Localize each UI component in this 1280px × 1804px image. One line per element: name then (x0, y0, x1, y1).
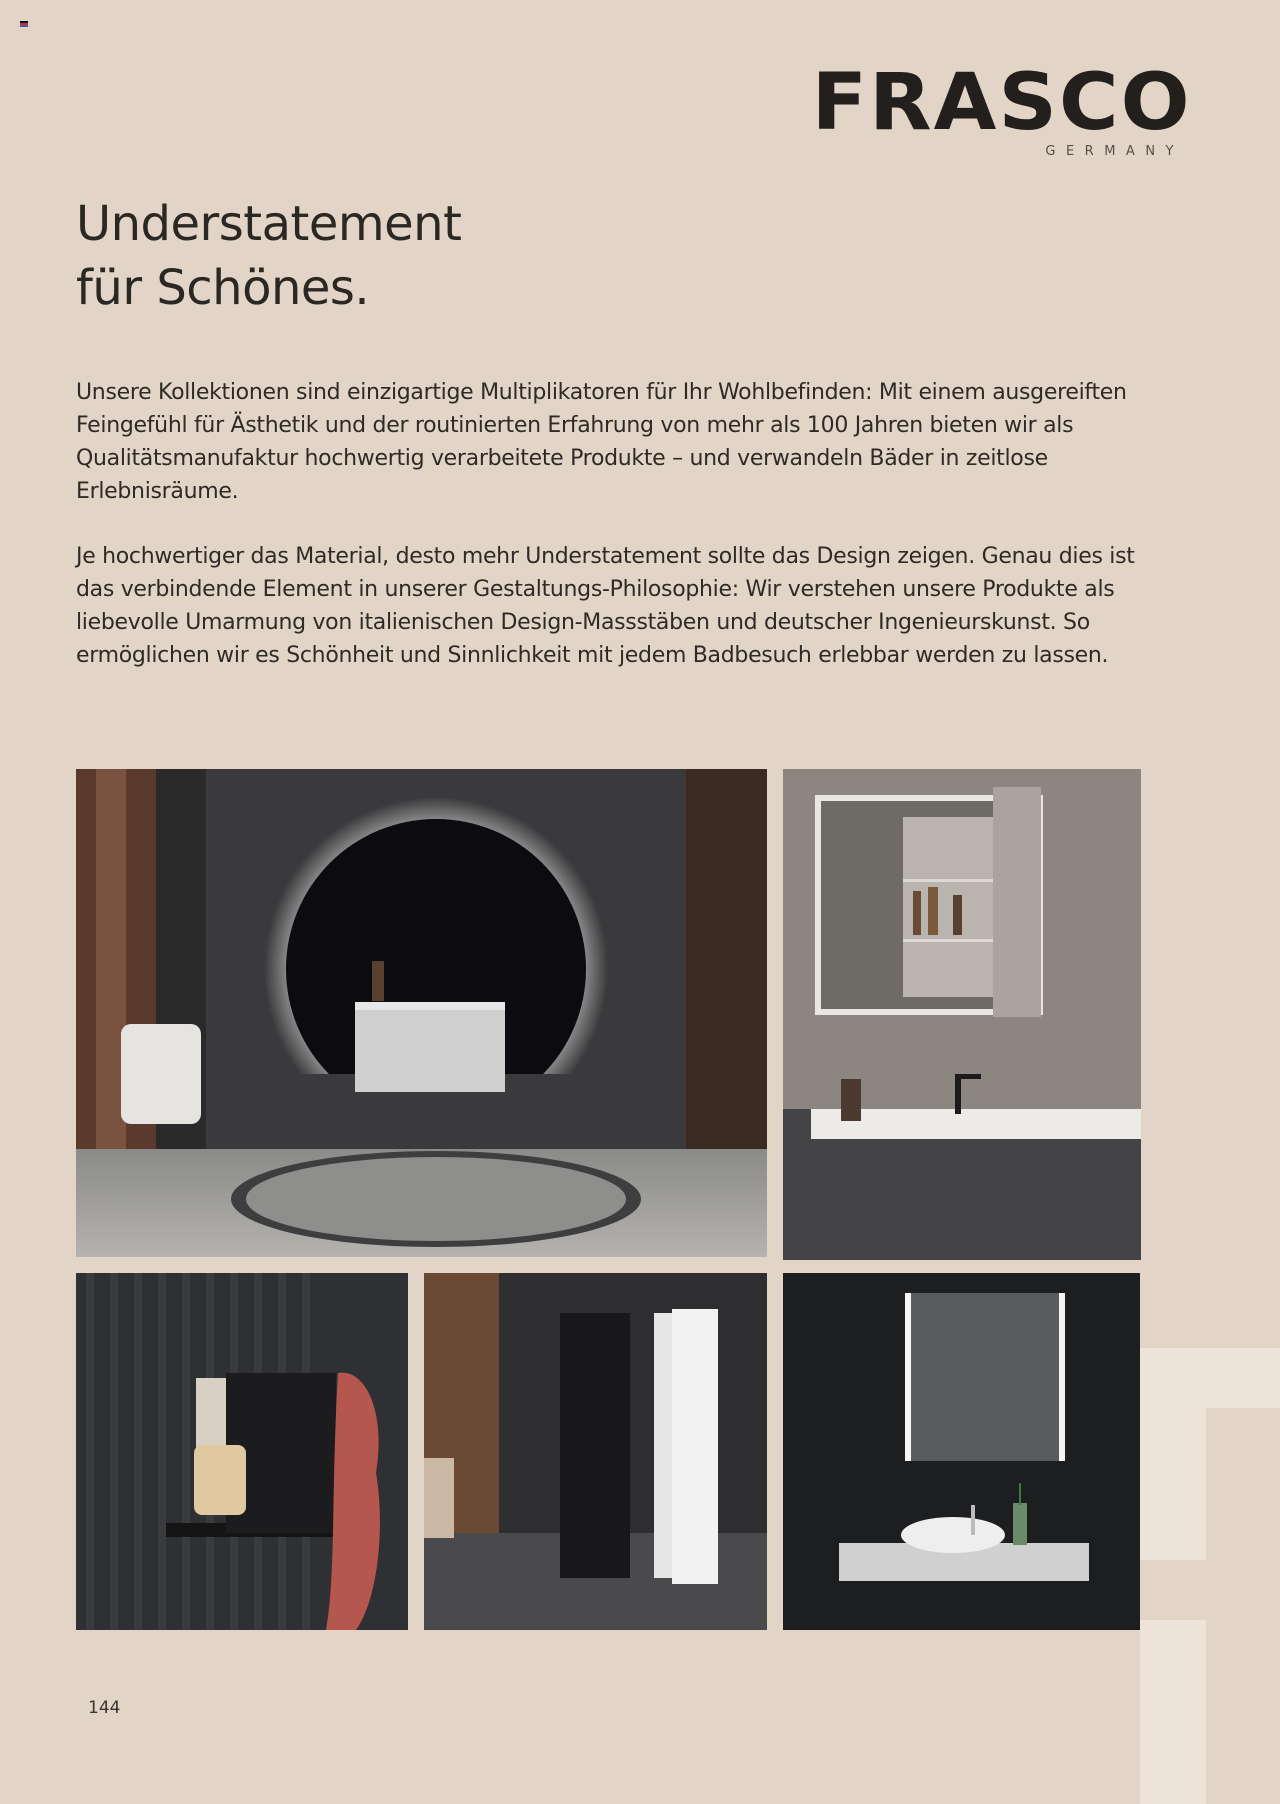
page-title (76, 192, 461, 320)
photo-towel-shelf (76, 1273, 408, 1630)
brand-tagline: GERMANY (1045, 144, 1184, 159)
decorative-block (1206, 1620, 1280, 1804)
title-line-1: Understatement (76, 196, 462, 252)
photo-tall-cabinet (424, 1273, 767, 1630)
title-line-2: für Schönes. (76, 260, 370, 316)
philosophy-paragraph: Je hochwertiger das Material, desto mehr Understatement sollte das Design zeigen. Genau dies ist das verbindende Element in unserer Gestaltungs-Philosophie: Wir verstehen unsere Produkte als liebevolle Umarmung von italienischen Design-Massstäben und deutscher Ingenieurskunst. So ermöglichen wir es Schönheit und Sinnlichkeit mit jedem Badbesuch erlebbar werden zu lassen. (76, 544, 1135, 668)
photo-led-mirror-vessel-sink (783, 1273, 1140, 1630)
page-number: 144 (88, 1698, 121, 1718)
decorative-block (1140, 1560, 1280, 1620)
photo-led-mirror-cabinet (783, 769, 1141, 1260)
photo-round-mirror-bathroom (76, 769, 767, 1257)
brand-logo (811, 58, 1192, 162)
brand-name: FRASCO (811, 58, 1192, 148)
decorative-block (1206, 1408, 1280, 1560)
intro-paragraph: Unsere Kollektionen sind einzigartige Multiplikatoren für Ihr Wohlbefinden: Mit einem ausgereiften Feingefühl für Ästhetik und der routinierten Erfahrung von mehr als 100 Jahren bieten wir als Qualitätsmanufaktur hochwertig verarbeitete Produkte – und verwandeln Bäder in zeitlose Erlebnisräume. (76, 380, 1127, 504)
language-flag-icon[interactable] (20, 21, 28, 27)
